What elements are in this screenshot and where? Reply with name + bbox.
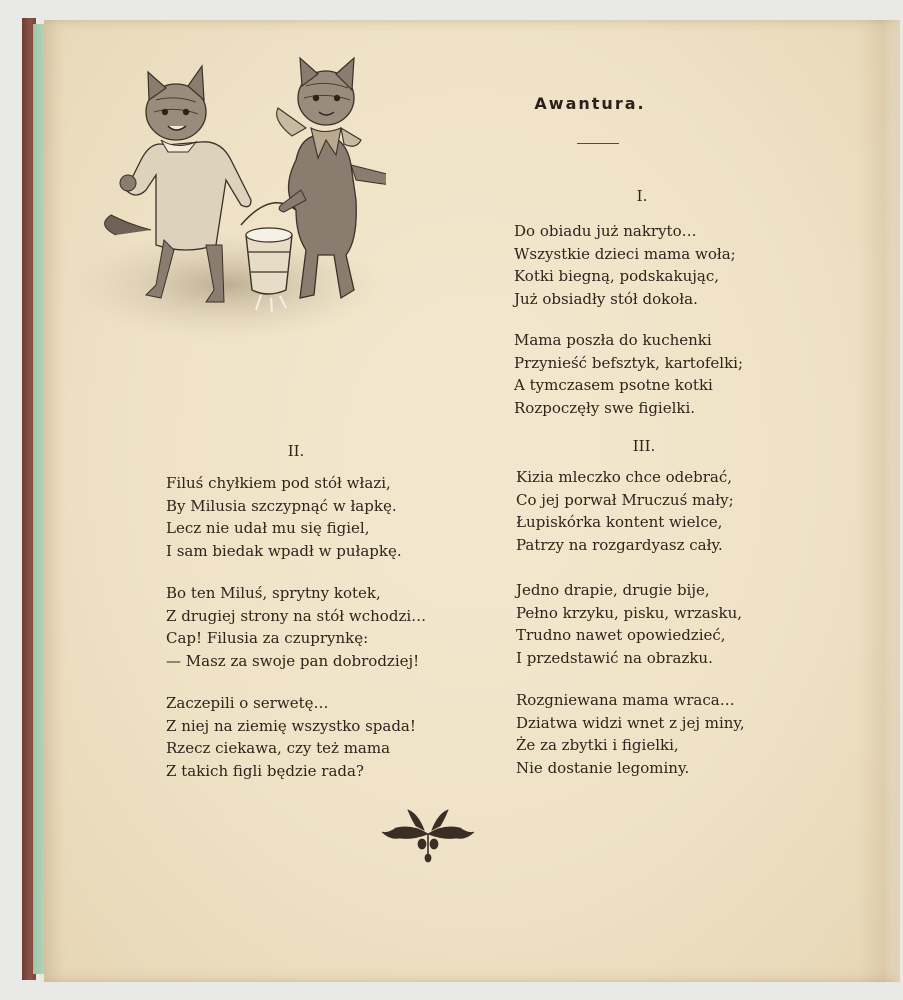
stanza-3-1 <box>516 466 734 556</box>
verse-line: Jedno drapie, drugie bije, <box>516 581 710 599</box>
verse-line: Rozgniewana mama wraca… <box>516 691 735 709</box>
verse-line: Już obsiadły stół dokoła. <box>514 289 698 308</box>
stanza-2-2 <box>166 582 426 672</box>
verse-line: I sam biedak wpadł w pułapkę. <box>166 541 402 560</box>
page-fold-shadow <box>858 20 900 982</box>
verse-line: Mama poszła do kuchenki <box>514 331 712 349</box>
section-heading-3: III. <box>632 437 656 455</box>
verse-line: A tymczasem psotne kotki <box>514 376 713 394</box>
stanza-1-1 <box>514 220 736 310</box>
verse-line: Przynieść befsztyk, kartofelki; <box>514 353 744 372</box>
stanza-3-3 <box>516 689 745 779</box>
verse-line: Kotki biegną, podskakując, <box>514 267 720 285</box>
verse-line: I przedstawić na obrazku. <box>516 648 713 667</box>
verse-line: Z niej na ziemię wszystko spada! <box>166 716 416 735</box>
verse-line: Lecz nie udał mu się figiel, <box>166 519 370 537</box>
stanza-2-3 <box>166 692 416 782</box>
verse-line: Zaczepili o serwetę… <box>166 694 329 712</box>
section-heading-2: II. <box>287 442 305 460</box>
verse-line: Nie dostanie legominy. <box>516 758 690 777</box>
verse-line: Patrzy na rozgardyasz cały. <box>516 535 723 554</box>
poem-title: Awantura. <box>534 94 646 113</box>
verse-line: Pełno krzyku, pisku, wrzasku, <box>516 603 742 622</box>
verse-line: Filuś chyłkiem pod stół włazi, <box>166 474 391 492</box>
verse-line: Dziatwa widzi wnet z jej miny, <box>516 713 745 732</box>
verse-line: Rozpoczęły swe figielki. <box>514 398 696 417</box>
verse-line: Wszystkie dzieci mama woła; <box>514 244 736 263</box>
stanza-2-1 <box>166 472 402 562</box>
verse-line: Łupiskórka kontent wielce, <box>516 513 723 531</box>
verse-line: Bo ten Miluś, sprytny kotek, <box>166 584 381 602</box>
oak-leaf-acorn-ornament-icon <box>378 804 478 864</box>
two-cats-with-milk-pail-illustration <box>56 40 386 340</box>
stanza-3-2 <box>516 579 742 669</box>
verse-line: Z drugiej strony na stół wchodzi… <box>166 606 427 625</box>
title-divider <box>577 143 619 144</box>
verse-line: Co jej porwał Mruczuś mały; <box>516 490 734 509</box>
verse-line: Kizia mleczko chce odebrać, <box>516 468 733 486</box>
verse-line: Cap! Filusia za czuprynkę: <box>166 629 369 647</box>
verse-line: Trudno nawet opowiedzieć, <box>516 626 726 644</box>
verse-line: Rzecz ciekawa, czy też mama <box>166 739 391 757</box>
stanza-1-2 <box>514 329 743 419</box>
verse-line: Że za zbytki i figielki, <box>516 736 679 754</box>
verse-line: — Masz za swoje pan dobrodziej! <box>166 651 420 670</box>
section-heading-1: I. <box>636 187 648 205</box>
verse-line: By Milusia szczypnąć w łapkę. <box>166 496 397 515</box>
verse-line: Z takich figli będzie rada? <box>166 761 364 780</box>
verse-line: Do obiadu już nakryto… <box>514 222 697 240</box>
